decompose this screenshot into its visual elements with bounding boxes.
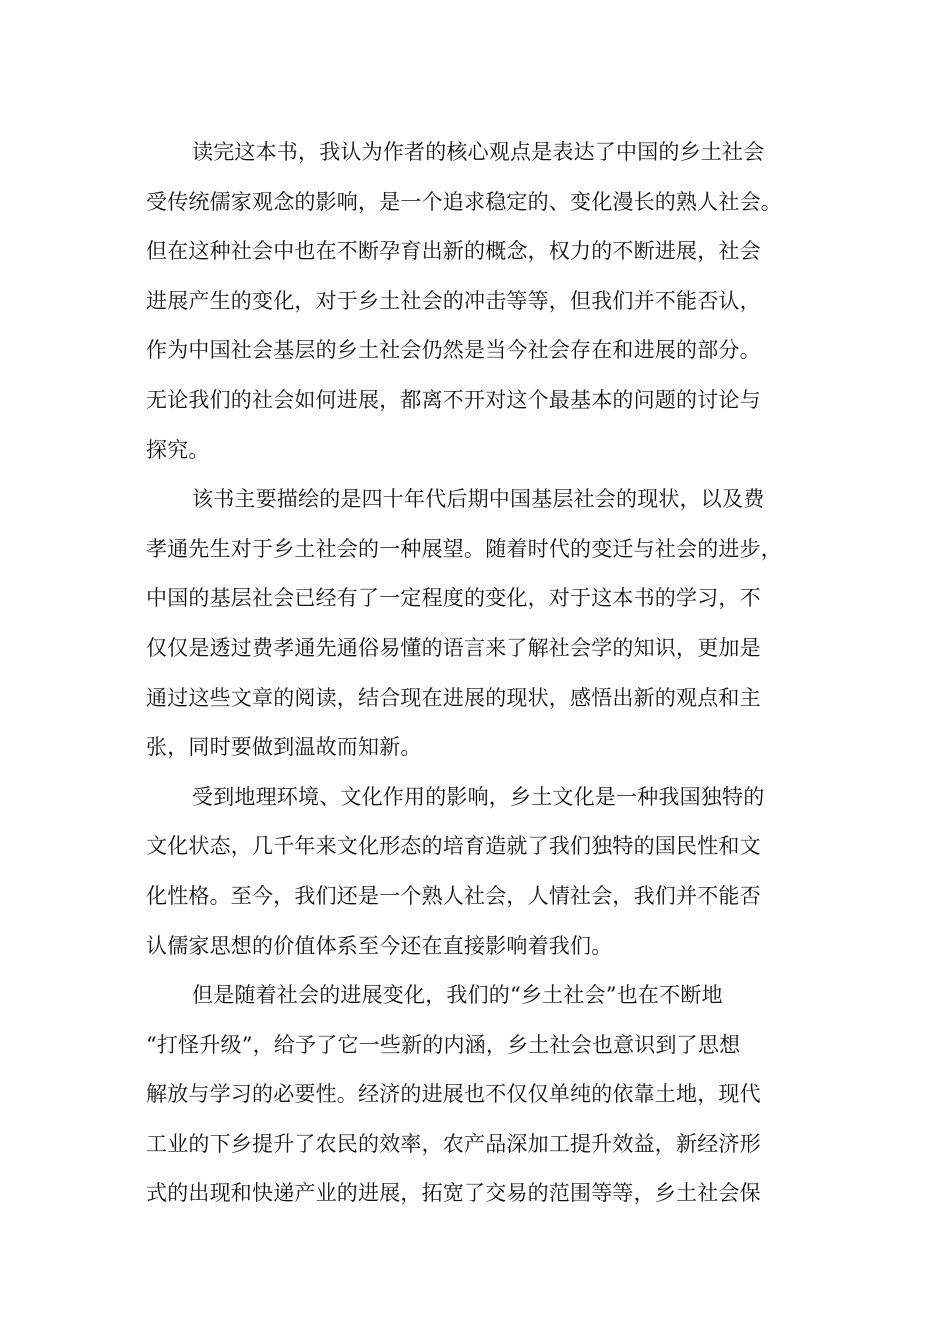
text-line: 文化状态，几千年来文化形态的培育造就了我们独特的国民性和文 — [146, 834, 761, 859]
text-line: 进展产生的变化，对于乡土社会的冲击等等，但我们并不能否认， — [146, 288, 761, 313]
text-line: 式的出现和快递产业的进展，拓宽了交易的范围等等，乡土社会保 — [146, 1181, 761, 1206]
text-line: 认儒家思想的价值体系至今还在直接影响着我们。 — [146, 933, 613, 958]
text-line: 探究。 — [146, 437, 210, 462]
text-line: 化性格。至今，我们还是一个熟人社会，人情社会，我们并不能否 — [146, 883, 761, 908]
text-line: 读完这本书，我认为作者的核心观点是表达了中国的乡土社会 — [192, 140, 765, 164]
document-body — [146, 128, 816, 1219]
text-line: 仅仅是透过费孝通先通俗易懂的语言来了解社会学的知识，更加是 — [146, 635, 761, 660]
text-line: 张，同时要做到温故而知新。 — [146, 735, 422, 760]
text-line: 中国的基层社会已经有了一定程度的变化，对于这本书的学习，不 — [146, 586, 761, 611]
paragraph-3 — [146, 773, 816, 971]
text-line: 但是随着社会的进展变化，我们的“乡土社会”也在不断地 — [192, 983, 723, 1008]
text-line: 工业的下乡提升了农民的效率，农产品深加工提升效益，新经济形 — [146, 1131, 761, 1156]
text-line: 通过这些文章的阅读，结合现在进展的现状，感悟出新的观点和主 — [146, 685, 761, 710]
text-line: 受到地理环境、文化作用的影响，乡土文化是一种我国独特的 — [192, 784, 765, 809]
paragraph-4 — [146, 971, 816, 1219]
text-line: 作为中国社会基层的乡土社会仍然是当今社会存在和进展的部分。 — [146, 338, 761, 363]
text-line: 解放与学习的必要性。经济的进展也不仅仅单纯的依靠土地，现代 — [146, 1082, 761, 1107]
paragraph-2 — [146, 475, 816, 773]
text-line: “打怪升级”，给予了它一些新的内涵，乡土社会也意识到了思想 — [146, 1032, 741, 1057]
paragraph-1 — [146, 128, 816, 475]
text-line: 受传统儒家观念的影响，是一个追求稳定的、变化漫长的熟人社会。 — [146, 189, 782, 214]
text-line: 无论我们的社会如何进展，都离不开对这个最基本的问题的讨论与 — [146, 387, 761, 412]
text-line: 该书主要描绘的是四十年代后期中国基层社会的现状，以及费 — [192, 487, 765, 512]
text-line: 孝通先生对于乡土社会的一种展望。随着时代的变迁与社会的进步， — [146, 536, 782, 561]
text-line: 但在这种社会中也在不断孕育出新的概念，权力的不断进展，社会 — [146, 239, 761, 264]
